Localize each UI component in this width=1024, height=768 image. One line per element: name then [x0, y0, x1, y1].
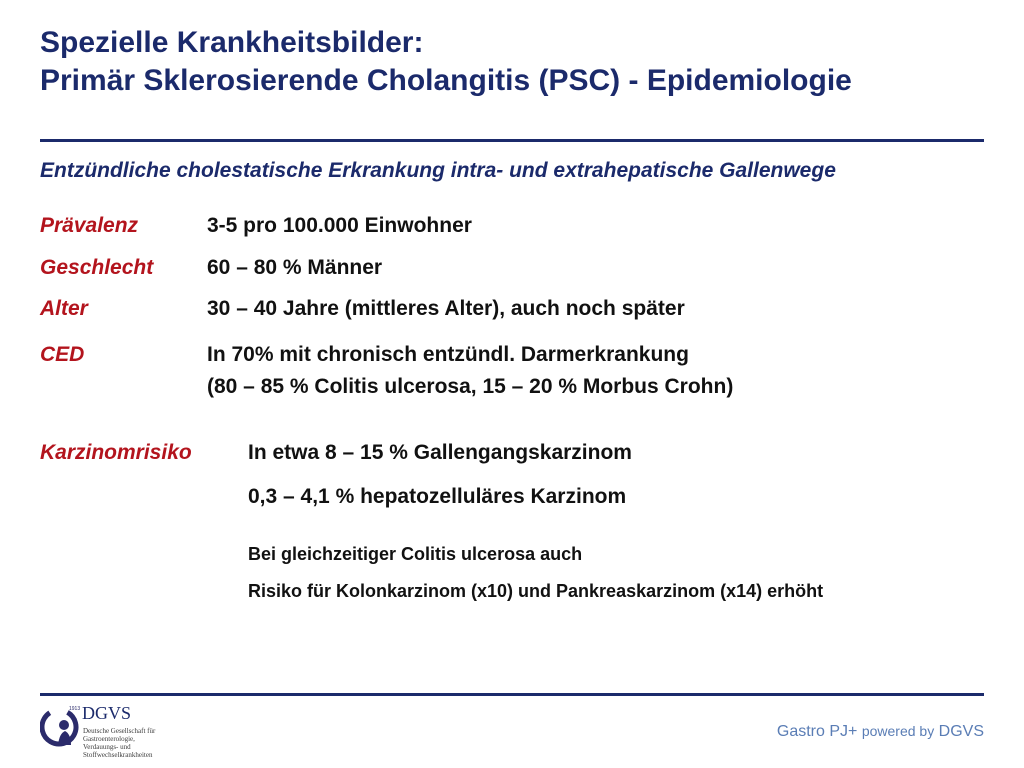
value-alter: 30 – 40 Jahre (mittleres Alter), auch noch später [207, 297, 685, 320]
logo-desc-line: Verdauungs- und [83, 743, 131, 751]
logo-description [83, 727, 203, 759]
slide-title [40, 24, 852, 100]
value-ced-line-2: (80 – 85 % Colitis ulcerosa, 15 – 20 % Morbus Crohn) [207, 375, 734, 398]
logo-name: DGVS [82, 703, 132, 723]
value-ced-line-1: In 70% mit chronisch entzündl. Darmerkrankung [207, 343, 689, 366]
karzinom-line-1: In etwa 8 – 15 % Gallengangskarzinom [248, 441, 632, 464]
title-line-1: Spezielle Krankheitsbilder: [40, 26, 424, 59]
logo-year: 1913 [69, 706, 81, 712]
dgvs-logo [40, 703, 200, 761]
footer-credit [777, 723, 984, 741]
subtitle: Entzündliche cholestatische Erkrankung intra- und extrahepatische Gallenwege [40, 159, 836, 182]
karzinom-line-4: Risiko für Kolonkarzinom (x10) und Pankreaskarzinom (x14) erhöht [248, 581, 824, 601]
label-alter: Alter [40, 297, 88, 320]
footer-powered: powered by [861, 723, 935, 739]
value-geschlecht: 60 – 80 % Männer [207, 256, 383, 279]
logo-desc-line: Deutsche Gesellschaft für [83, 727, 156, 735]
label-ced: CED [40, 343, 85, 366]
top-divider [40, 139, 984, 142]
logo-desc-line: Stoffwechselkrankheiten [83, 751, 153, 759]
value-praevalenz: 3-5 pro 100.000 Einwohner [207, 214, 472, 237]
title-line-2: Primär Sklerosierende Cholangitis (PSC) - Epidemiologie [40, 64, 852, 97]
footer-brand: Gastro PJ+ [776, 723, 858, 740]
logo-desc-line: Gastroenterologie, [83, 735, 135, 743]
label-geschlecht: Geschlecht [40, 256, 154, 279]
label-praevalenz: Prävalenz [40, 214, 139, 237]
bottom-divider [40, 693, 984, 696]
footer-org: DGVS [938, 723, 984, 740]
label-karzinomrisiko: Karzinomrisiko [40, 441, 192, 464]
karzinom-line-2: 0,3 – 4,1 % hepatozelluläres Karzinom [248, 485, 627, 508]
karzinom-line-3: Bei gleichzeitiger Colitis ulcerosa auch [248, 544, 583, 564]
